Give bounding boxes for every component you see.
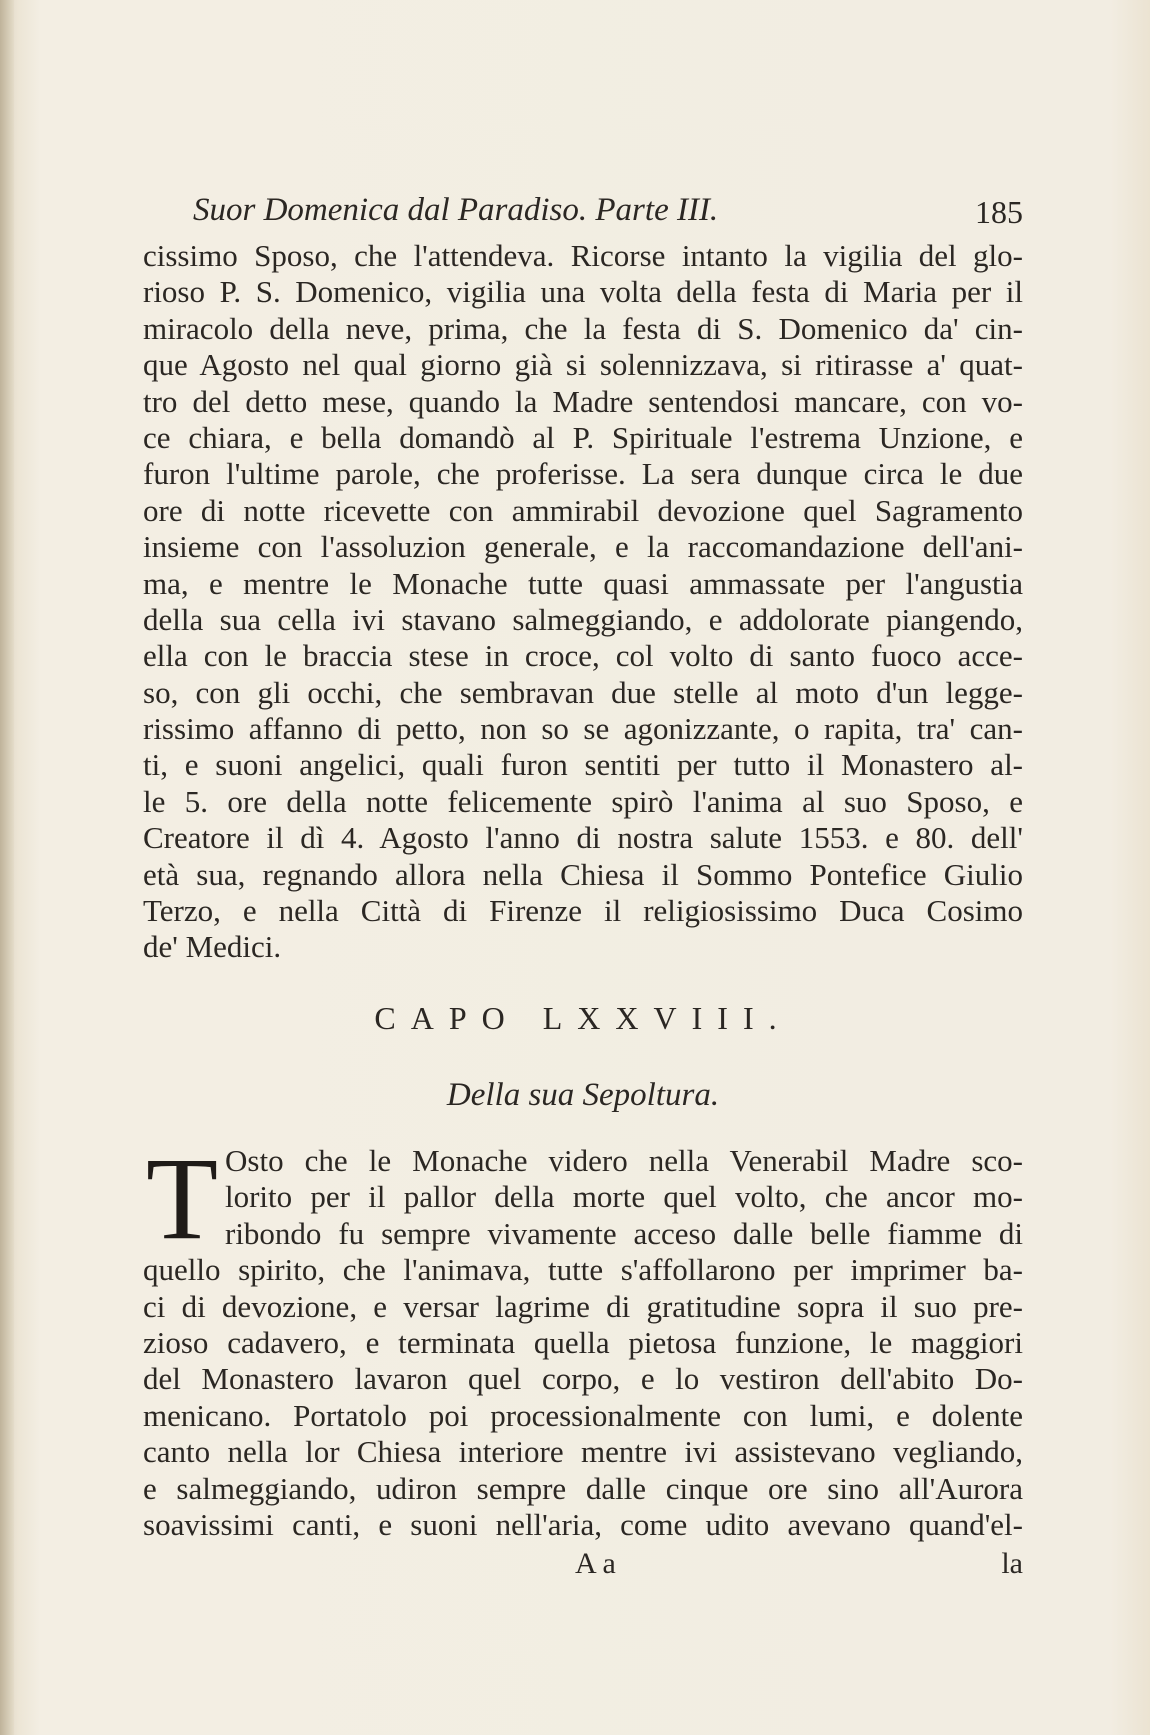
body-text	[143, 238, 1023, 966]
running-title: Suor Domenica dal Paradiso. Parte III.	[193, 192, 719, 228]
text-line: quello spirito, che l'animava, tutte s'affollarono per imprimer ba-	[143, 1252, 1023, 1288]
text-line: e salmeggiando, udiron sempre dalle cinque ore sino all'Aurora	[143, 1470, 1023, 1506]
text-line: ci di devozione, e versar lagrime di gratitudine sopra il suo pre-	[143, 1288, 1023, 1324]
chapter-lines	[143, 1252, 1023, 1543]
text-line: so, con gli occhi, che sembravan due stelle al moto d'un legge-	[143, 674, 1023, 710]
text-line: ma, e mentre le Monache tutte quasi ammassate per l'angustia	[143, 565, 1023, 601]
text-line: cissimo Sposo, che l'attendeva. Ricorse intanto la vigilia del glo-	[143, 238, 1023, 273]
text-line: ella con le braccia stese in croce, col volto di santo fuoco acce-	[143, 638, 1023, 674]
signature-mark: A a	[575, 1547, 616, 1580]
text-line: menicano. Portatolo poi processionalmente con lumi, e dolente	[143, 1397, 1023, 1433]
text-line: insieme con l'assoluzion generale, e la raccomandazione dell'ani-	[143, 529, 1023, 565]
text-line: del Monastero lavaron quel corpo, e lo vestiron dell'abito Do-	[143, 1361, 1023, 1397]
text-line: ribondo fu sempre vivamente acceso dalle belle fiamme di	[225, 1215, 1023, 1251]
text-line: età sua, regnando allora nella Chiesa il Sommo Pontefice Giulio	[143, 856, 1023, 892]
text-line: furon l'ultime parole, che proferisse. La sera dunque circa le due	[143, 456, 1023, 492]
text-line: ti, e suoni angelici, quali furon sentiti per tutto il Monastero al-	[143, 747, 1023, 783]
text-line: Terzo, e nella Città di Firenze il religiosissimo Duca Cosimo	[143, 893, 1023, 929]
text-line: miracolo della neve, prima, che la festa di S. Domenico da' cin-	[143, 310, 1023, 346]
text-line: canto nella lor Chiesa interiore mentre ivi assistevano vegliando,	[143, 1434, 1023, 1470]
text-line: rissimo affanno di petto, non so se agonizzante, o rapita, tra' can-	[143, 711, 1023, 747]
text-line: rioso P. S. Domenico, vigilia una volta della festa di Maria per il	[143, 274, 1023, 310]
text-line: Creatore il dì 4. Agosto l'anno di nostra salute 1553. e 80. dell'	[143, 820, 1023, 856]
drop-cap: T	[145, 1133, 219, 1264]
text-line: lorito per il pallor della morte quel volto, che ancor mo-	[225, 1179, 1023, 1215]
chapter-subtitle: Della sua Sepoltura.	[446, 1077, 720, 1113]
page-number: 185	[975, 194, 1023, 230]
text-line: que Agosto nel qual giorno già si solennizzava, si ritirasse a' quat-	[143, 347, 1023, 383]
text-line: tro del detto mese, quando la Madre sentendosi mancare, con vo-	[143, 383, 1023, 419]
text-line: ore di notte ricevette con ammirabil devozione quel Sagramento	[143, 492, 1023, 528]
text-line: Osto che le Monache videro nella Venerabil Madre sco-	[225, 1143, 1023, 1178]
catchword: la	[1001, 1547, 1023, 1580]
text-line: le 5. ore della notte felicemente spirò l'anima al suo Sposo, e	[143, 783, 1023, 819]
indented-lines	[143, 1133, 1023, 1264]
text-line: della sua cella ivi stavano salmeggiando, e addolorate piangendo,	[143, 601, 1023, 637]
page-footer	[143, 1547, 1023, 1587]
chapter-title: CAPO LXXVIII.	[374, 1000, 792, 1036]
binding-edge	[0, 0, 14, 1735]
page-header	[143, 192, 1023, 236]
text-line: de' Medici.	[143, 929, 282, 965]
chapter-text	[143, 1133, 1023, 1542]
text-line: ce chiara, e bella domandò al P. Spirituale l'estrema Unzione, e	[143, 419, 1023, 455]
text-line: zioso cadavero, e terminata quella pietosa funzione, le maggiori	[143, 1324, 1023, 1360]
text-line: soavissimi canti, e suoni nell'aria, come udito avevano quand'el-	[143, 1506, 1023, 1542]
